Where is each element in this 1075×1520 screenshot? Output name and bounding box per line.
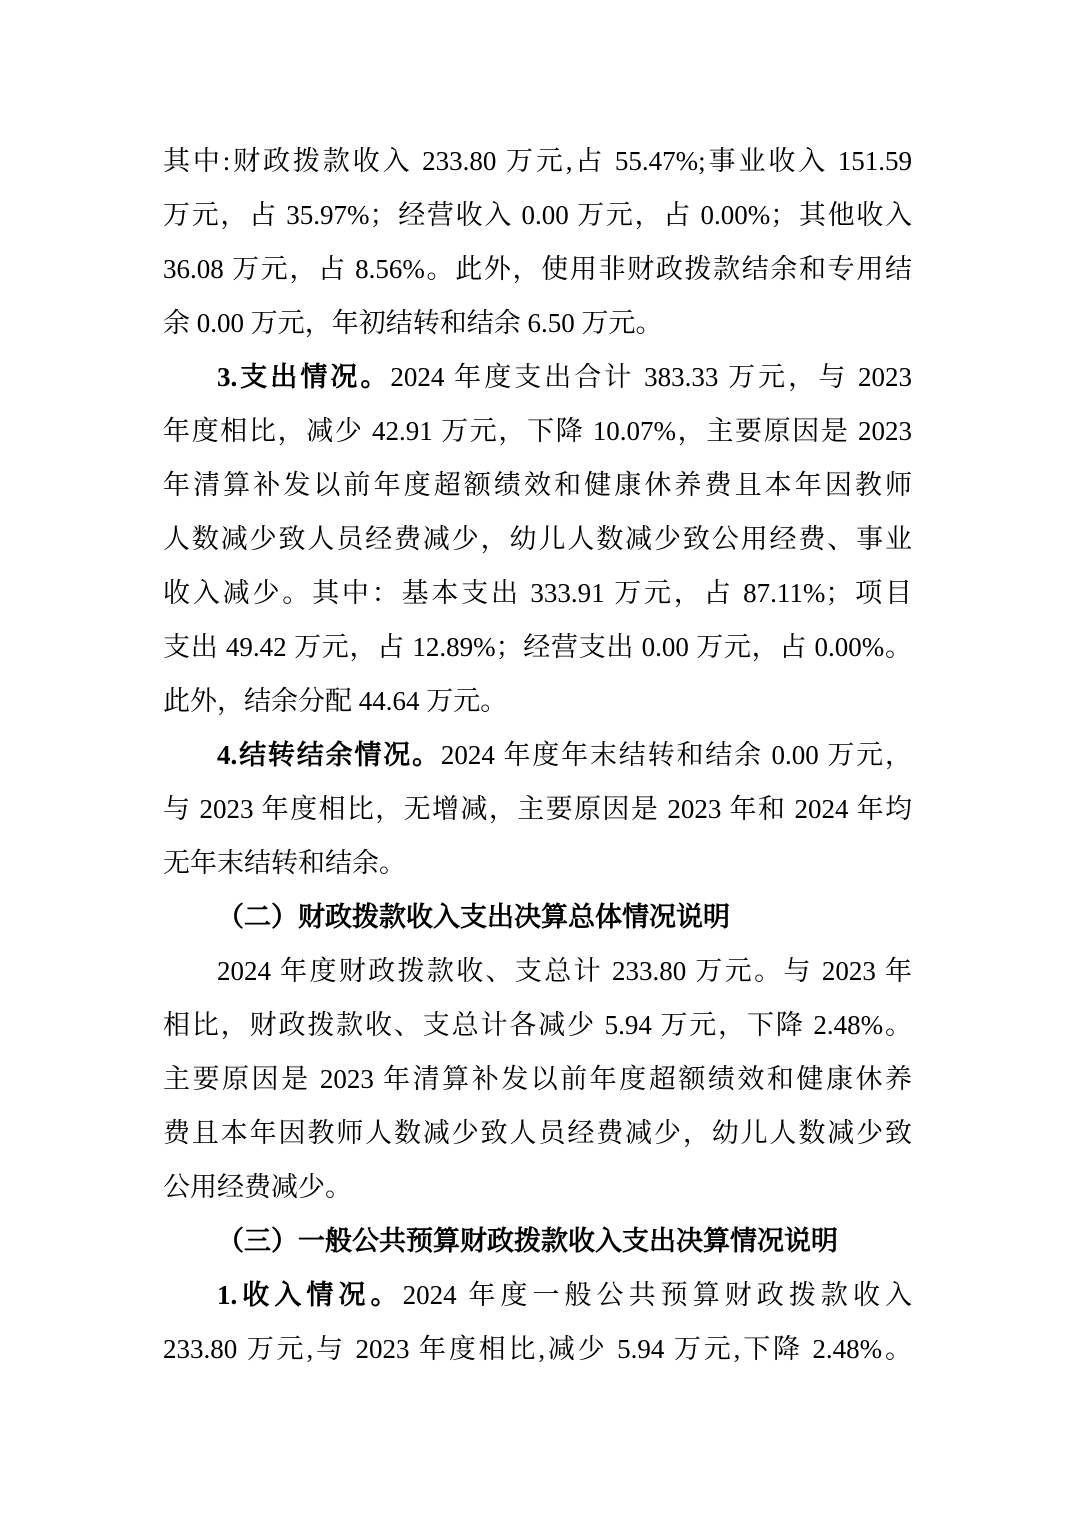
text-segment: 与 2023 年度相比，无增减，主要原因是 2023 年和 2024 年均 <box>163 794 912 824</box>
text-line <box>163 458 912 512</box>
text-segment: 收入减少。其中：基本支出 333.91 万元，占 87.11%；项目 <box>163 578 912 608</box>
text-segment: 2024 年度支出合计 383.33 万元，与 2023 <box>390 362 912 392</box>
text-line <box>163 1322 912 1376</box>
text-line <box>163 782 912 836</box>
text-segment: 人数减少致人员经费减少，幼儿人数减少致公用经费、事业 <box>163 524 912 554</box>
text-segment: 年度相比，减少 42.91 万元，下降 10.07%，主要原因是 2023 <box>163 416 912 446</box>
text-line <box>163 728 912 782</box>
text-line <box>163 836 912 890</box>
text-line <box>163 188 912 242</box>
bold-text-segment: 3.支出情况。 <box>217 362 391 392</box>
text-segment: 无年末结转和结余。 <box>163 848 406 878</box>
text-line <box>163 620 912 674</box>
text-line <box>163 350 912 404</box>
text-segment: 年清算补发以前年度超额绩效和健康休养费且本年因教师 <box>163 470 912 500</box>
text-line <box>163 674 912 728</box>
text-line <box>163 512 912 566</box>
text-line <box>163 944 912 998</box>
text-line <box>163 1268 912 1322</box>
bold-text-segment: 1.收入情况。 <box>217 1280 403 1310</box>
text-line <box>163 1160 912 1214</box>
text-line <box>163 890 912 944</box>
text-segment: 费且本年因教师人数减少致人员经费减少，幼儿人数减少致 <box>163 1118 912 1148</box>
text-segment: 公用经费减少。 <box>163 1172 352 1202</box>
text-segment: 2024 年度一般公共预算财政拨款收入 <box>402 1280 912 1310</box>
text-line <box>163 1106 912 1160</box>
text-line <box>163 998 912 1052</box>
bold-text-segment: 4.结转结余情况。 <box>217 740 441 770</box>
text-segment: 233.80 万元,与 2023 年度相比,减少 5.94 万元,下降 2.48%。 <box>163 1334 912 1364</box>
bold-text-segment: （二）财政拨款收入支出决算总体情况说明 <box>217 902 730 932</box>
text-line <box>163 1214 912 1268</box>
text-line <box>163 242 912 296</box>
text-line <box>163 296 912 350</box>
text-segment: 36.08 万元，占 8.56%。此外，使用非财政拨款结余和专用结 <box>163 254 912 284</box>
text-segment: 其中:财政拨款收入 233.80 万元,占 55.47%;事业收入 151.59 <box>163 146 912 176</box>
text-line <box>163 404 912 458</box>
text-segment: 支出 49.42 万元，占 12.89%；经营支出 0.00 万元，占 0.00%。 <box>163 632 912 662</box>
text-segment: 2024 年度财政拨款收、支总计 233.80 万元。与 2023 年 <box>217 956 912 986</box>
text-segment: 万元，占 35.97%；经营收入 0.00 万元，占 0.00%；其他收入 <box>163 200 912 230</box>
text-segment: 主要原因是 2023 年清算补发以前年度超额绩效和健康休养 <box>163 1064 912 1094</box>
text-line <box>163 566 912 620</box>
text-segment: 2024 年度年末结转和结余 0.00 万元， <box>440 740 912 770</box>
text-line <box>163 1052 912 1106</box>
text-segment: 余 0.00 万元，年初结转和结余 6.50 万元。 <box>163 308 663 338</box>
text-segment: 此外，结余分配 44.64 万元。 <box>163 686 508 716</box>
text-line <box>163 134 912 188</box>
bold-text-segment: （三）一般公共预算财政拨款收入支出决算情况说明 <box>217 1226 838 1256</box>
text-segment: 相比，财政拨款收、支总计各减少 5.94 万元，下降 2.48%。 <box>163 1010 912 1040</box>
